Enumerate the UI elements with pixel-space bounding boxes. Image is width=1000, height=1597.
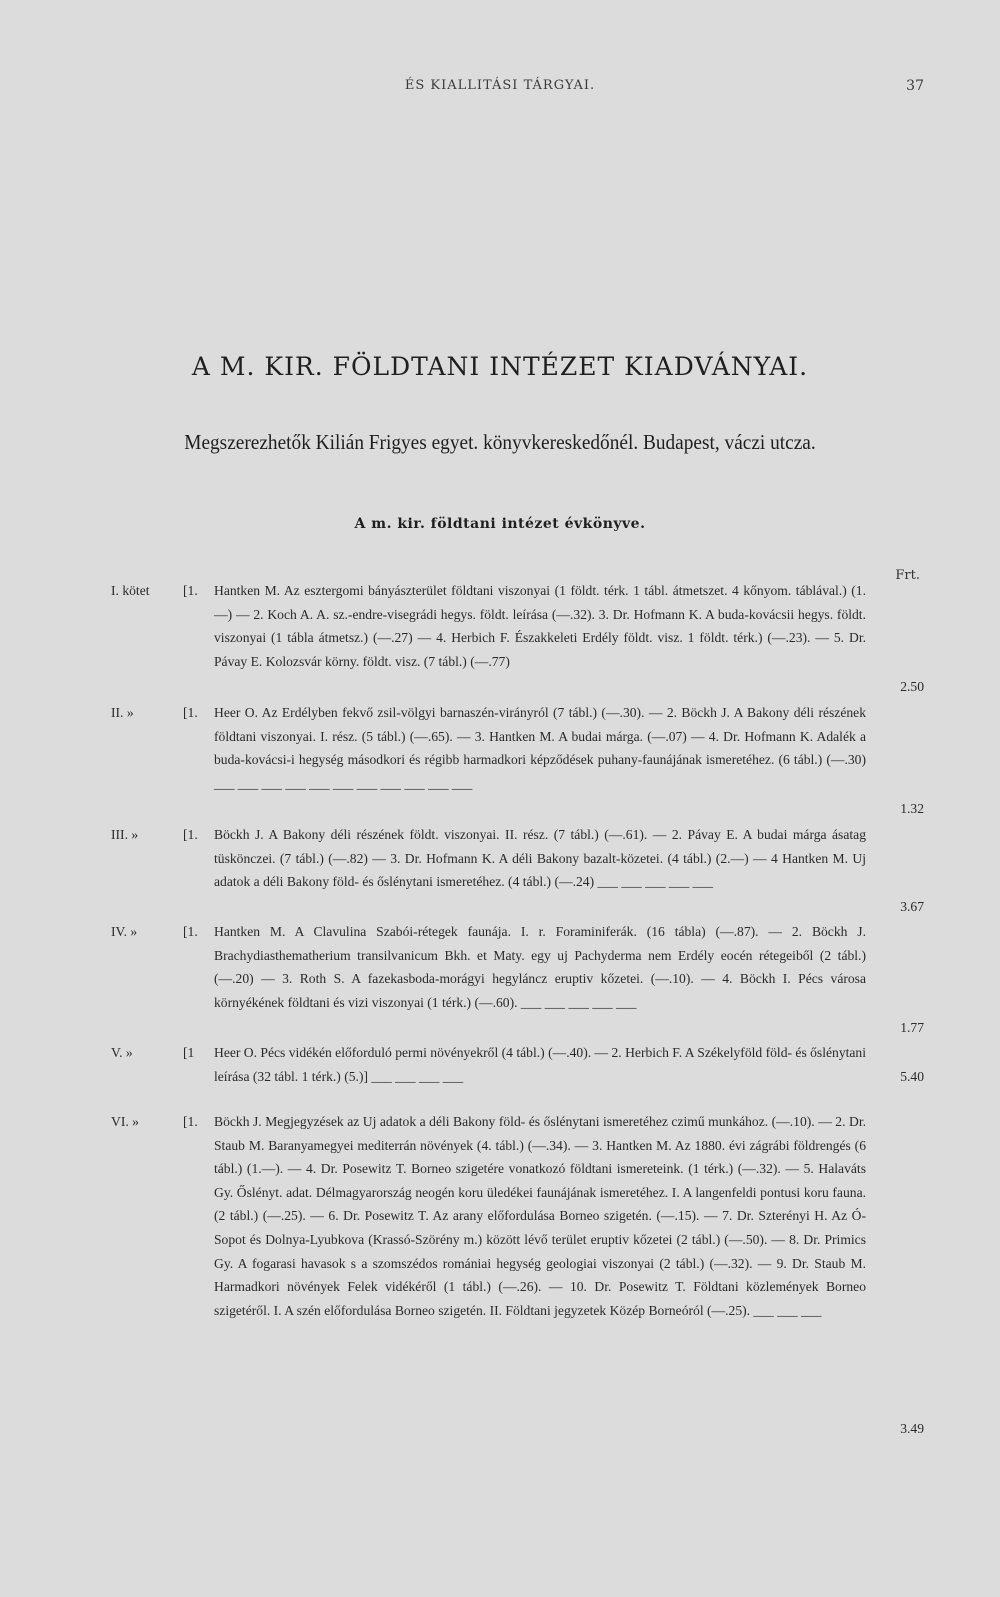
volume-price: 1.32: [900, 801, 924, 816]
section-heading: A m. kir. földtani intézet évkönyve.: [354, 516, 646, 532]
entry-number: [1.: [183, 827, 198, 842]
volume-label: I. kötet: [111, 583, 150, 598]
entry-number: [1.: [183, 1114, 198, 1129]
volume-label: V. »: [111, 1045, 133, 1060]
entry-number: [1.: [183, 705, 198, 720]
volume-price: 5.40: [900, 1069, 924, 1084]
volume-label: VI. »: [111, 1114, 139, 1129]
entry-number: [1: [183, 1045, 195, 1060]
volume-price: 2.50: [900, 679, 924, 694]
volume-contents: Hantken M. A Clavulina Szabói-rétegek faunája. I. r. Foraminiferák. (16 tábla) (—.87). — 2. Böckh J. Brachydiasthematherium transilvanicum Bkh. et Maty. egy uj Pachyderma nem Erdély eocén rétegeiből (2 tábl.) (—.20) — 3. Roth S. A fazekasboda-morágyi hegyláncz eruptiv kőzetei. (—.10). — 4. Böckh I. Pécs városa környékének földtani és vizi viszonyai (1 térk.) (—.60). ___ ___ ___ ___ ___: [214, 924, 866, 1010]
volume-contents: Hantken M. Az esztergomi bányászterület földtani viszonyai (1 földt. térk. 1 tábl. átmetszet. 4 kőnyom. táblával.) (1.—) — 2. Koch A. A. sz.-endre-visegrádi hegys. földt. leírása (—.32). 3. Dr. Hofmann K. A buda-kovácsii hegys. földt. viszonyai (1 tábla átmetsz.) (—.27) — 4. Herbich F. Északkeleti Erdély földt. visz. 1 földt. térk.) (—.23). — 5. Dr. Pávay E. Kolozsvár körny. földt. visz. (7 tábl.) (—.77): [214, 583, 866, 669]
volume-label: III. »: [111, 827, 139, 842]
volume-label: IV. »: [111, 924, 138, 939]
page-number: 37: [906, 78, 924, 94]
publisher-note: Megszerezhetők Kilián Frigyes egyet. könyvkereskedőnél. Budapest, váczi utcza.: [184, 430, 816, 454]
volume-contents: Heer O. Az Erdélyben fekvő zsil-völgyi barnaszén-virányról (7 tábl.) (—.30). — 2. Böckh J. A Bakony déli részének földtani viszonyai. I. rész. (5 tábl.) (—.65). — 3. Hantken M. A budai márga. (—.07) — 4. Dr. Hofmann K. Adalék a buda-kovácsi-i hegység másodkori és régibb harmadkori képződések puhany-faunájának ismeretéhez. (6 tábl.) (—.30) ___ ___ ___ ___ ___ ___ ___ ___ ___ ___ ___: [214, 705, 866, 791]
page-title: A M. KIR. FÖLDTANI INTÉZET KIADVÁNYAI.: [191, 352, 809, 381]
entry-number: [1.: [183, 583, 198, 598]
volume-contents: Böckh J. Megjegyzések az Uj adatok a déli Bakony föld- és őslénytani ismeretéhez czimű munkához. (—.10). — 2. Dr. Staub M. Baranyamegyei mediterrán növények (4. tábl.) (—.34). — 3. Hantken M. Az 1880. évi zágrábi földrengés (6 tábl.) (1.—). — 4. Dr. Posewitz T. Borneo szigetére vonatkozó földtani ismereteink. (1 térk.) (—.32). — 5. Halaváts Gy. Őslényt. adat. Délmagyarország neogén koru üledékei faunájának ismeretéhez. I. A langenfeldi pontusi koru fauna. (2 tábl.) (—.25). — 6. Dr. Posewitz T. Az arany előfordulása Borneo szigetén. (—.15). — 7. Dr. Szterényi H. Az Ó-Sopot és Dolnya-Lyubkova (Krassó-Szörény m.) között lévő terület eruptiv kőzetei (2 tábl.) (—.50). — 8. Dr. Primics Gy. A fogarasi havasok s a szomszédos romániai hegység geologiai viszonyai (2 tábl.) (—.32). — 9. Dr. Staub M. Harmadkori növények Felek vidékéről (1 tábl.) (—.26). — 10. Dr. Posewitz T. Földtani közlemények Borneo szigetéről. I. A szén előfordulása Borneo szigetén. II. Földtani jegyzetek Közép Borneóról (—.25). ___ ___ ___: [214, 1114, 866, 1318]
running-head: ÉS KIALLITÁSI TÁRGYAI.: [404, 78, 596, 93]
volume-label: II. »: [111, 705, 134, 720]
currency-label: Frt.: [895, 568, 920, 583]
volume-price: 3.67: [900, 899, 924, 914]
entry-number: [1.: [183, 924, 198, 939]
volume-price: 3.49: [900, 1421, 924, 1436]
volume-contents: Böckh J. A Bakony déli részének földt. viszonyai. II. rész. (7 tábl.) (—.61). — 2. Pávay E. A budai márga ásatag tüskönczei. (7 tábl.) (—.82) — 3. Dr. Hofmann K. A déli Bakony bazalt-közetei. (4 tábl.) (2.—) — 4 Hantken M. Uj adatok a déli Bakony föld- és őslénytani ismeretéhez. (4 tábl.) (—.24) ___ ___ ___ ___ ___: [214, 827, 866, 890]
volume-contents: Heer O. Pécs vidékén előforduló permi növényekről (4 tábl.) (—.40). — 2. Herbich F. A Székelyföld föld- és őslénytani leírása (32 tábl. 1 térk.) (5.)] ___ ___ ___ ___: [214, 1045, 867, 1084]
volume-price: 1.77: [900, 1020, 924, 1035]
